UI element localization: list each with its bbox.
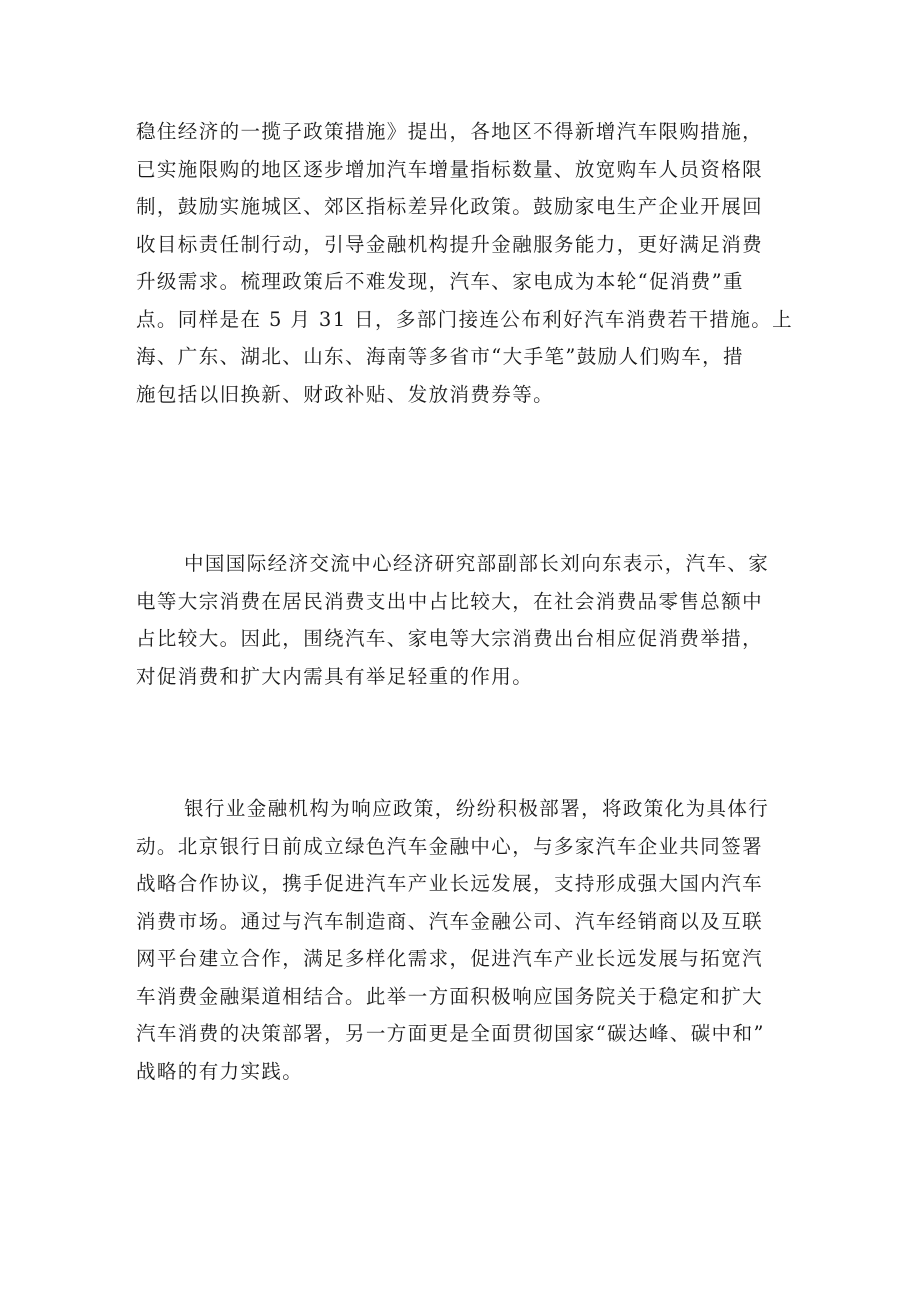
text-line: 动。北京银行日前成立绿色汽车金融中心，与多家汽车企业共同签署 — [136, 834, 764, 858]
text-line: 制，鼓励实施城区、郊区指标差异化政策。鼓励家电生产企业开展回 — [136, 195, 764, 218]
text-line: 战略的有力实践。 — [136, 1059, 304, 1083]
text-line: 中国国际经济交流中心经济研究部副部长刘向东表示，汽车、家 — [184, 552, 770, 575]
text-line: 点。同样是在 5 月 31 日，多部门接连公布利好汽车消费若干措施。上 — [136, 307, 794, 331]
text-line: 占比较大。因此，围绕汽车、家电等大宗消费出台相应促消费举措， — [136, 627, 764, 650]
text-line: 银行业金融机构为响应政策，纷纷积极部署，将政策化为具体行 — [184, 797, 770, 820]
text-line: 电等大宗消费在居民消费支出中占比较大，在社会消费品零售总额中 — [136, 589, 764, 613]
text-line: 车消费金融渠道相结合。此举一方面积极响应国务院关于稳定和扩大 — [136, 984, 764, 1008]
text-line: 对促消费和扩大内需具有举足轻重的作用。 — [136, 664, 534, 688]
text-line: 稳住经济的一揽子政策措施》提出，各地区不得新增汽车限购措施， — [136, 120, 764, 143]
text-line: 消费市场。通过与汽车制造商、汽车金融公司、汽车经销商以及互联 — [136, 909, 764, 933]
paragraph-policy-measures — [136, 113, 796, 413]
text-line: 已实施限购的地区逐步增加汽车增量指标数量、放宽购车人员资格限 — [136, 157, 764, 181]
text-line: 海、广东、湖北、山东、海南等多省市“大手笔”鼓励人们购车，措 — [136, 345, 744, 368]
text-line: 升级需求。梳理政策后不难发现，汽车、家电成为本轮“促消费”重 — [136, 270, 744, 293]
text-line: 网平台建立合作，满足多样化需求，促进汽车产业长远发展与拓宽汽 — [136, 947, 764, 970]
text-line: 汽车消费的决策部署，另一方面更是全面贯彻国家“碳达峰、碳中和” — [136, 1022, 765, 1045]
text-line: 收目标责任制行动，引导金融机构提升金融服务能力，更好满足消费 — [136, 232, 764, 256]
text-line: 战略合作协议，携手促进汽车产业长远发展，支持形成强大国内汽车 — [136, 872, 764, 895]
paragraph-expert-comment — [136, 545, 796, 695]
paragraph-bank-actions — [136, 790, 796, 1090]
text-line: 施包括以旧换新、财政补贴、发放消费券等。 — [136, 382, 555, 406]
